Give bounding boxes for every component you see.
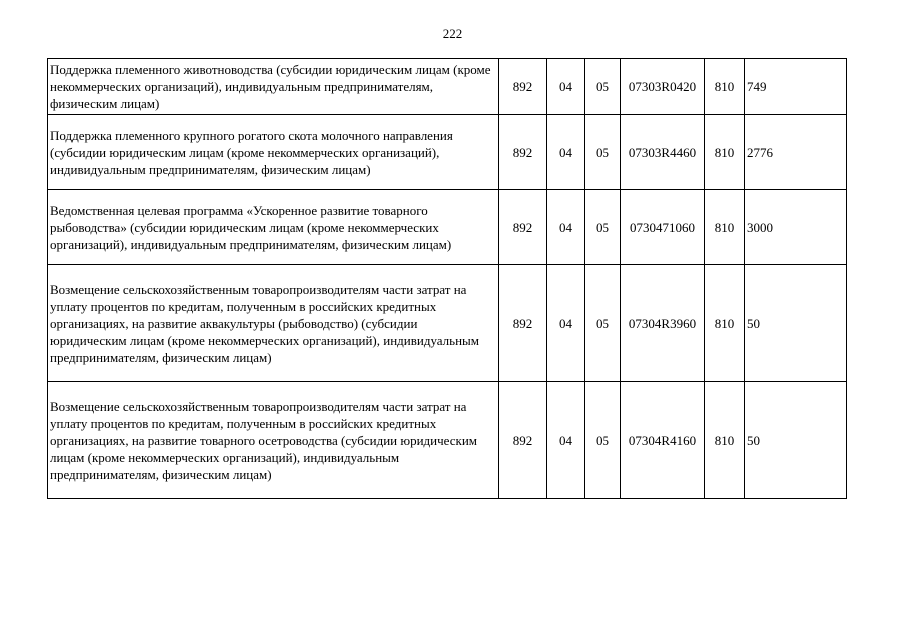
subsection-code: 05 xyxy=(585,190,621,265)
table-row xyxy=(48,190,847,265)
expense-type-code: 810 xyxy=(705,382,745,499)
row-name: Ведомственная целевая программа «Ускоренное развитие товарного рыбоводства» (субсидии юридическим лицам (кроме некоммерческих организаций), индивидуальным предпринимателям, физическим лицам) xyxy=(48,190,499,265)
amount: 2776 xyxy=(745,115,847,190)
target-code: 07304R3960 xyxy=(621,265,705,382)
table-row xyxy=(48,382,847,499)
amount: 50 xyxy=(745,265,847,382)
table-row xyxy=(48,59,847,115)
row-name: Возмещение сельскохозяйственным товаропроизводителям части затрат на уплату процентов по кредитам, полученным в российских кредитных организациях, на развитие аквакультуры (рыбоводство) (субсидии юридическим лицам (кроме некоммерческих организаций), индивидуальным предпринимателям, физическим лицам) xyxy=(48,265,499,382)
section-code: 04 xyxy=(547,115,585,190)
target-code: 07304R4160 xyxy=(621,382,705,499)
ministry-code: 892 xyxy=(499,190,547,265)
expense-type-code: 810 xyxy=(705,265,745,382)
section-code: 04 xyxy=(547,59,585,115)
expense-type-code: 810 xyxy=(705,115,745,190)
subsection-code: 05 xyxy=(585,382,621,499)
section-code: 04 xyxy=(547,265,585,382)
amount: 749 xyxy=(745,59,847,115)
ministry-code: 892 xyxy=(499,265,547,382)
amount: 50 xyxy=(745,382,847,499)
ministry-code: 892 xyxy=(499,382,547,499)
target-code: 07303R0420 xyxy=(621,59,705,115)
subsection-code: 05 xyxy=(585,115,621,190)
amount: 3000 xyxy=(745,190,847,265)
ministry-code: 892 xyxy=(499,115,547,190)
table-row xyxy=(48,115,847,190)
subsection-code: 05 xyxy=(585,265,621,382)
expense-type-code: 810 xyxy=(705,59,745,115)
row-name: Поддержка племенного животноводства (субсидии юридическим лицам (кроме некоммерческих организаций), индивидуальным предпринимателям, физическим лицам) xyxy=(48,59,499,115)
target-code: 0730471060 xyxy=(621,190,705,265)
section-code: 04 xyxy=(547,382,585,499)
budget-table xyxy=(47,58,847,499)
page-number: 222 xyxy=(442,26,463,41)
subsection-code: 05 xyxy=(585,59,621,115)
target-code: 07303R4460 xyxy=(621,115,705,190)
row-name: Возмещение сельскохозяйственным товаропроизводителям части затрат на уплату процентов по кредитам, полученным в российских кредитных организациях, на развитие товарного осетроводства (субсидии юридическим лицам (кроме некоммерческих организаций), индивидуальным предпринимателям, физическим лицам) xyxy=(48,382,499,499)
ministry-code: 892 xyxy=(499,59,547,115)
table-row xyxy=(48,265,847,382)
section-code: 04 xyxy=(547,190,585,265)
row-name: Поддержка племенного крупного рогатого скота молочного направления (субсидии юридическим лицам (кроме некоммерческих организаций), индивидуальным предпринимателям, физическим лицам) xyxy=(48,115,499,190)
expense-type-code: 810 xyxy=(705,190,745,265)
